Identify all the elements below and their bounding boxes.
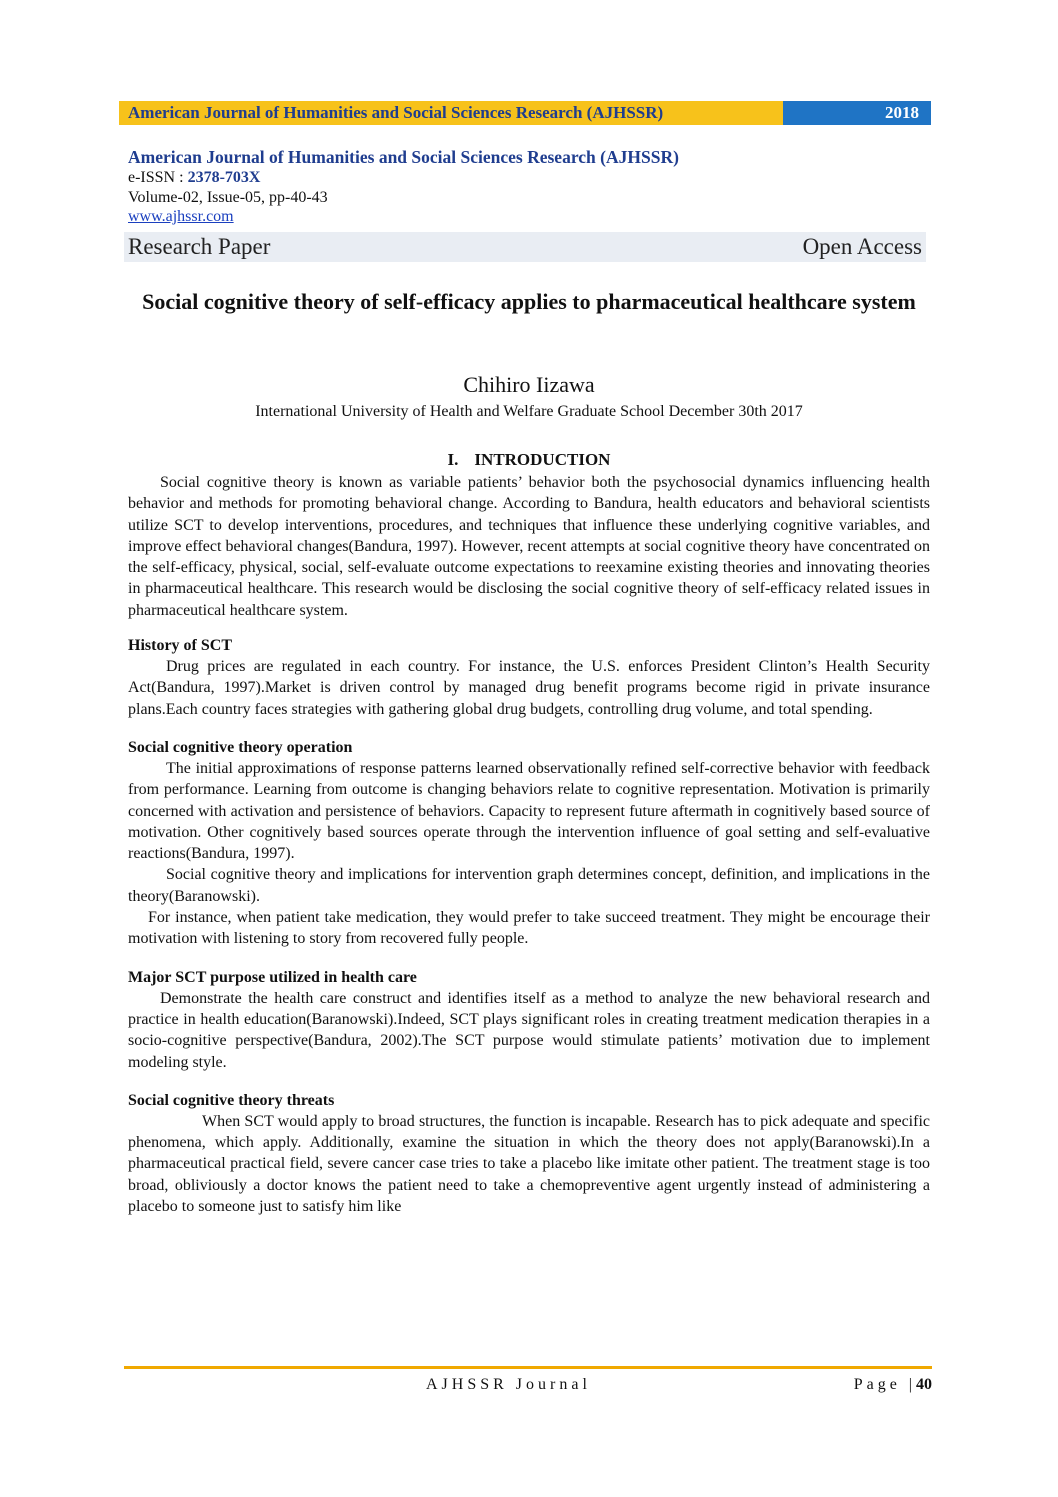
footer-page-label: Page | [853, 1376, 916, 1393]
footer-journal-name: AJHSSR Journal [426, 1376, 591, 1393]
paragraph-threats: When SCT would apply to broad structures, the function is incapable. Research has to pick adequate and specific phenomena, which apply. Additionally, examine the situation in which the theory does not apply(Baranowski).In a pharmaceutical practical field, severe cancer case tries to take a placebo like imitate other patient. The treatment stage is too broad, obliviously a doctor knows the patient need to take a chemopreventive agent urgently instead of administering a placebo to someone just to satisfy him like [128, 1112, 930, 1216]
paper-title: Social cognitive theory of self-efficacy applies to pharmaceutical healthcare system [142, 289, 916, 314]
meta-volume: Volume-02, Issue-05, pp-40-43 [128, 189, 328, 206]
article-type-label: Research Paper [128, 234, 271, 259]
paragraph-history: Drug prices are regulated in each country. For instance, the U.S. enforces President Clinton’s Health Security Act(Bandura, 1997).Market is driven control by managed drug benefit programs become rigid in private insurance plans.Each country faces strategies with gathering global drug budgets, controlling drug volume, and total spending. [128, 658, 930, 718]
meta-issn [128, 168, 928, 188]
access-type-label: Open Access [802, 234, 922, 259]
footer-page-number: 40 [916, 1376, 932, 1393]
paragraph-intro: Social cognitive theory is known as variable patients’ behavior both the psychosocial dynamics influencing health behavior and methods for promoting behavioral change. According to Bandura, health educators and behavioral scientists utilize SCT to develop interventions, procedures, and techniques that influence these underlying cognitive variables, and improve effect behavioral changes(Bandura, 1997). However, recent attempts at social cognitive theory have concentrated on the self-efficacy, physical, social, self-evaluate outcome expectations to reexamine existing theories and innovating theories in pharmaceutical healthcare. This research would be disclosing the social cognitive theory of self-efficacy related issues in pharmaceutical healthcare system. [128, 474, 930, 619]
paragraph-operation-1: The initial approximations of response patterns learned observationally refined self-corrective behavior with feedback from performance. Learning from outcome is changing behaviors relate to cognitive representation. Motivation is primarily concerned with activation and persistence of behaviors. Capacity to represent future aftermath in cognitively based source of motivation. Other cognitively based sources operate through the intervention influence of goal setting and self-evaluative reactions(Bandura, 1997). [128, 759, 930, 863]
author-affiliation: International University of Health and Welfare Graduate School December 30th 2017 [255, 403, 803, 420]
meta-issn-label: e-ISSN : [128, 169, 188, 186]
subheading-threats: Social cognitive theory threats [128, 1091, 335, 1109]
meta-website-link[interactable]: www.ajhssr.com [128, 208, 234, 225]
section-heading-introduction [128, 448, 930, 472]
journal-meta [128, 146, 928, 226]
meta-journal-name: American Journal of Humanities and Social Sciences Research (AJHSSR) [128, 147, 679, 167]
meta-issn-value: 2378-703X [187, 169, 261, 186]
paragraph-purpose: Demonstrate the health care construct and identifies itself as a method to analyze the new behavioral research and practice in health education(Baranowski).Indeed, SCT plays significant roles in creating treatment medication therapies in a socio-cognitive perspective(Bandura, 2002).The SCT purpose would stimulate patients’ motivation due to implement modeling style. [128, 989, 930, 1071]
footer-divider [124, 1366, 932, 1369]
paragraph-operation-3: For instance, when patient take medication, they would prefer to take succeed treatment. They might be encourage their motivation with listening to story from recovered fully people. [128, 909, 930, 948]
paper-body [128, 448, 930, 1217]
footer-page [854, 1374, 932, 1396]
running-header-journal: American Journal of Humanities and Social Sciences Research (AJHSSR) [119, 101, 783, 125]
article-type-bar [124, 232, 926, 262]
subheading-purpose: Major SCT purpose utilized in health care [128, 968, 417, 986]
section-number: I. [447, 450, 459, 469]
author-name: Chihiro Iizawa [463, 372, 595, 397]
paragraph-operation-2: Social cognitive theory and implications for intervention graph determines concept, definition, and implications in the theory(Baranowski). [128, 866, 930, 905]
subheading-history: History of SCT [128, 637, 232, 655]
section-title: INTRODUCTION [474, 450, 611, 469]
running-header [119, 101, 931, 125]
running-header-year: 2018 [783, 101, 931, 125]
subheading-operation: Social cognitive theory operation [128, 738, 353, 756]
